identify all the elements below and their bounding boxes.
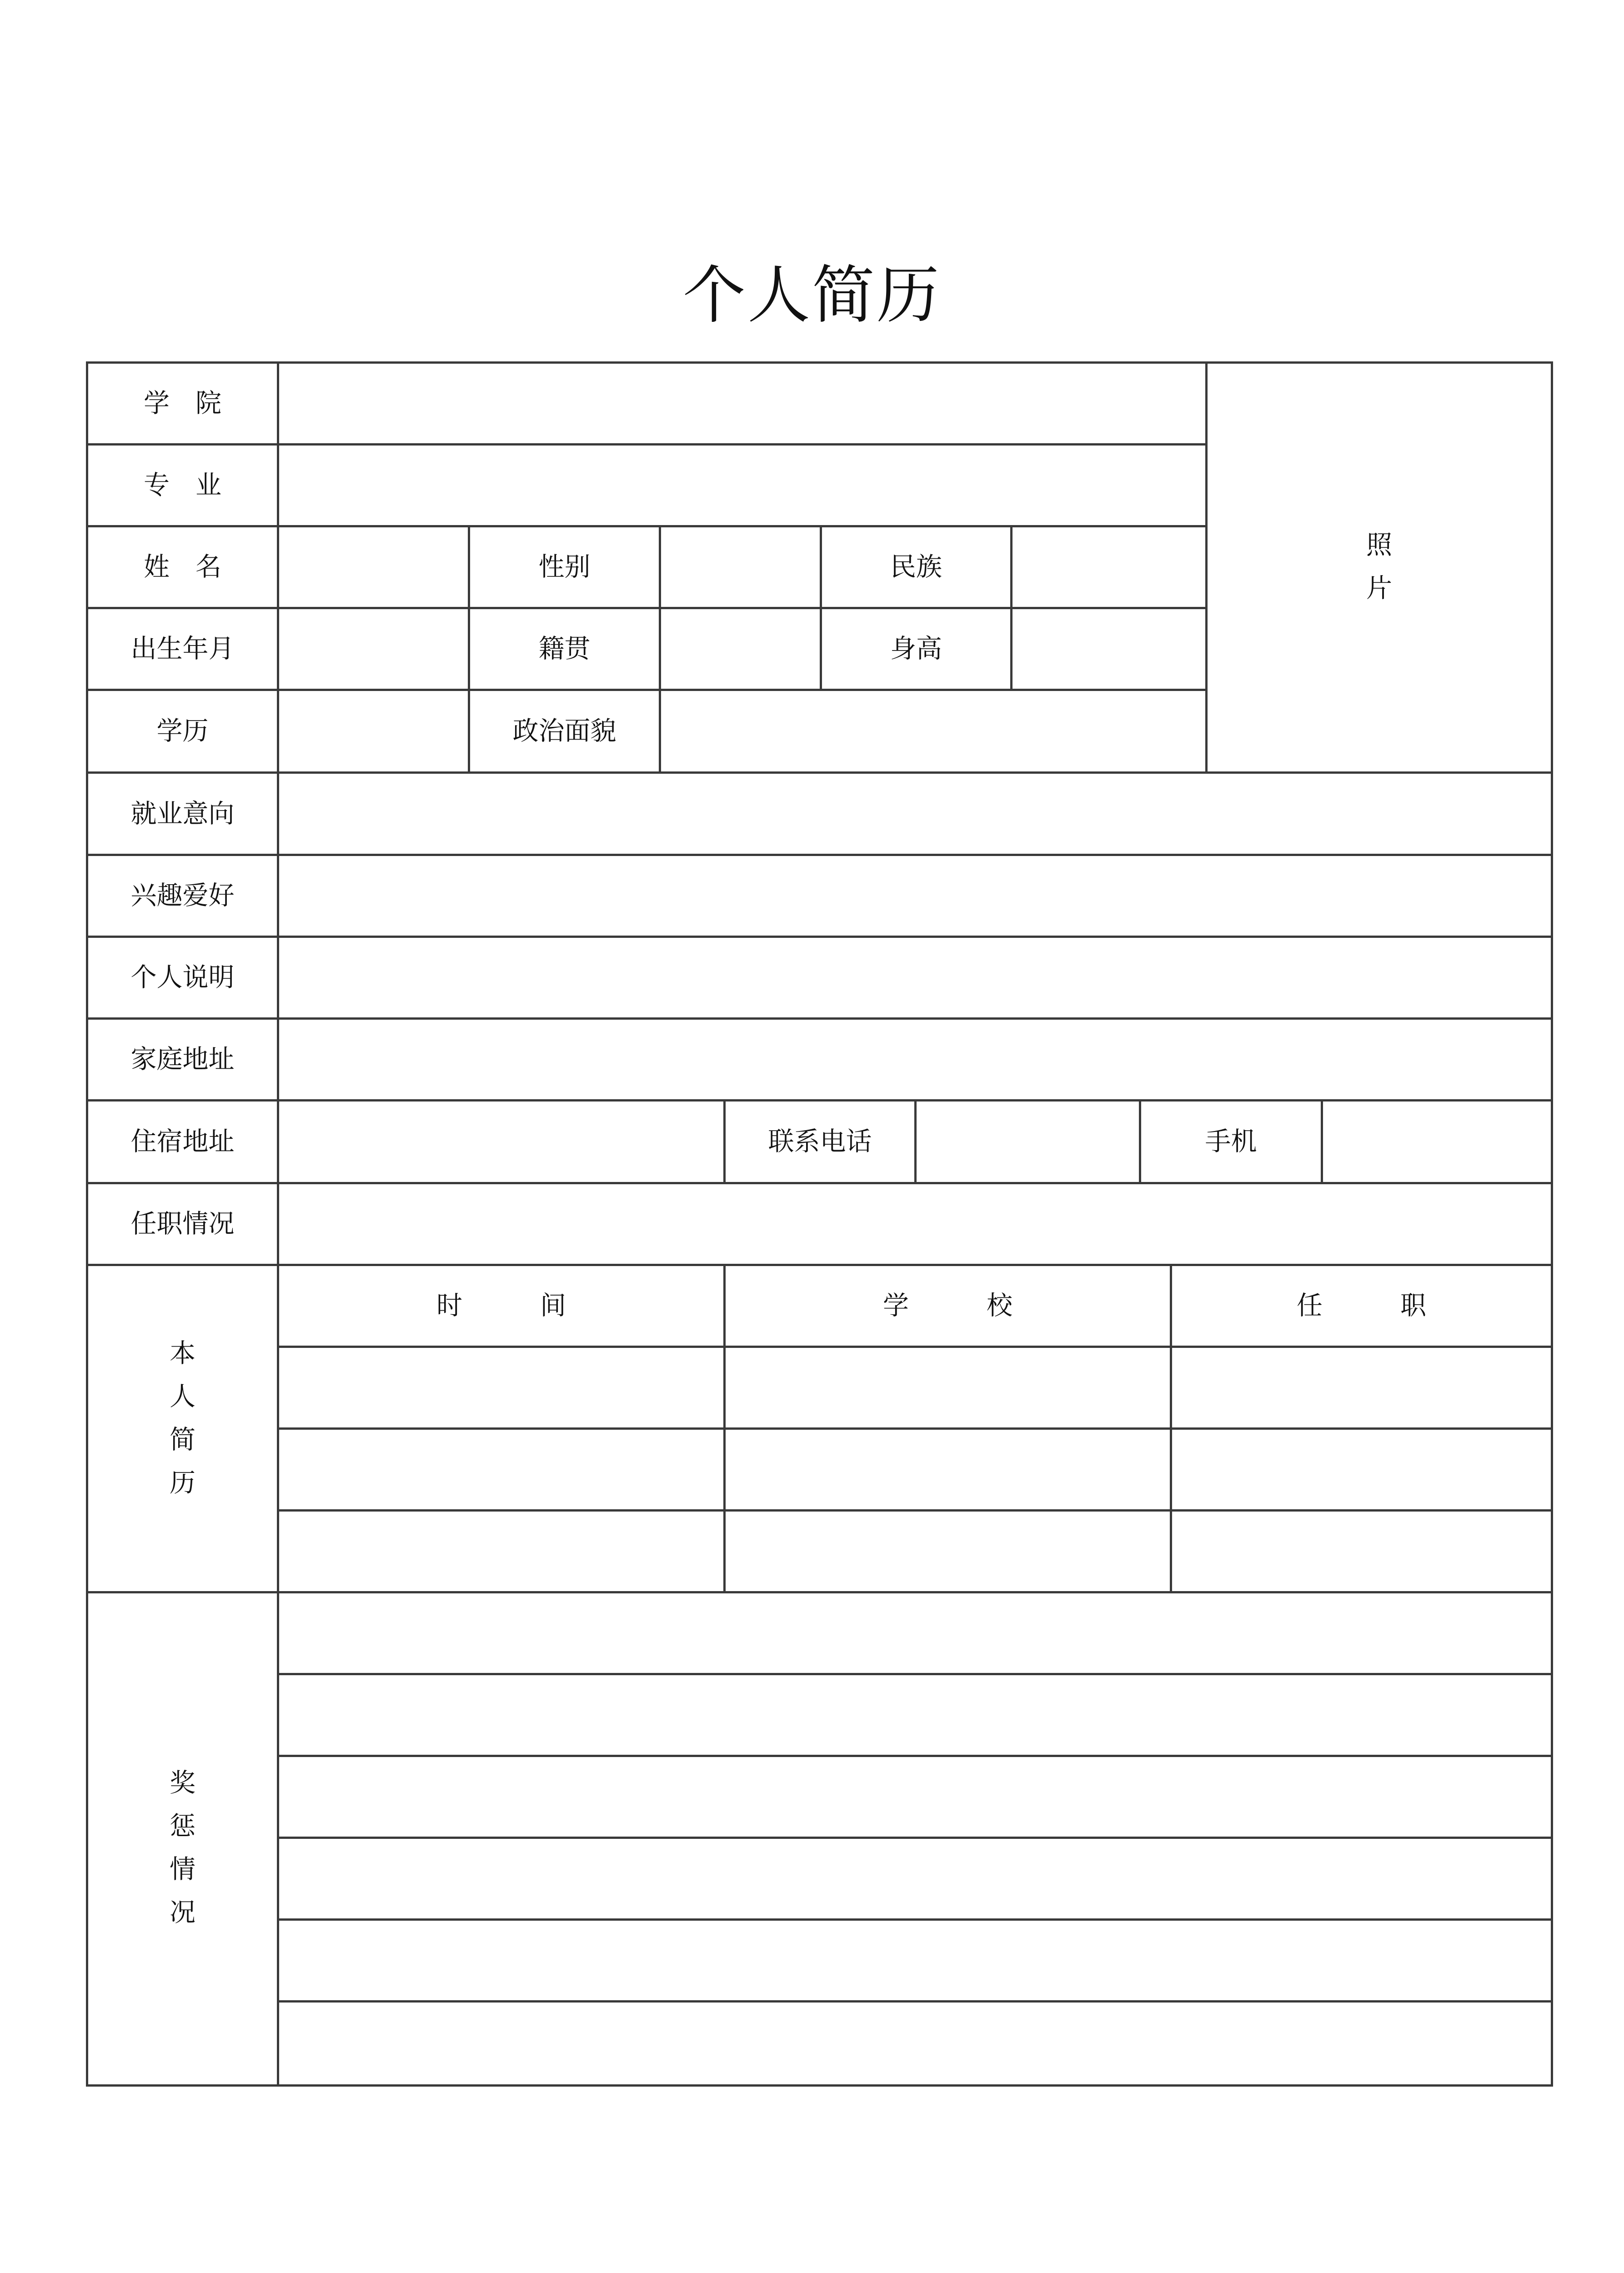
label-ethnicity: 民族 bbox=[890, 552, 942, 582]
row-divider bbox=[277, 1755, 1553, 1757]
section-label-char: 情 bbox=[170, 1854, 195, 1884]
section-label-char: 简 bbox=[170, 1425, 195, 1455]
row-divider bbox=[277, 1918, 1553, 1921]
field-home-address[interactable] bbox=[279, 1020, 1551, 1099]
resume-header-school: 学 校 bbox=[883, 1291, 1012, 1321]
section-label-char: 惩 bbox=[170, 1811, 195, 1841]
label-resume-section bbox=[88, 1266, 277, 1591]
field-contact-phone[interactable] bbox=[917, 1101, 1139, 1182]
row-divider bbox=[86, 1591, 1553, 1593]
field-job-intention[interactable] bbox=[279, 774, 1551, 854]
field-college[interactable] bbox=[279, 364, 1205, 443]
label-contact-phone: 联系电话 bbox=[768, 1126, 872, 1157]
label-height: 身高 bbox=[890, 634, 942, 664]
label-job-intention: 就业意向 bbox=[130, 798, 235, 829]
field-birth-date[interactable] bbox=[279, 609, 468, 689]
resume-header-time: 时 间 bbox=[436, 1291, 566, 1321]
label-personal-statement: 个人说明 bbox=[130, 962, 235, 992]
label-native-place: 籍贯 bbox=[538, 634, 591, 664]
resume-header-position: 任 职 bbox=[1297, 1291, 1426, 1321]
section-label-char: 历 bbox=[170, 1468, 195, 1498]
section-label-char: 本 bbox=[170, 1338, 195, 1368]
table-border-bottom bbox=[86, 2084, 1553, 2087]
row-divider bbox=[277, 1427, 1553, 1430]
label-awards-section bbox=[88, 1593, 277, 2084]
label-name: 姓 名 bbox=[144, 552, 221, 582]
field-personal-statement[interactable] bbox=[279, 938, 1551, 1017]
field-mobile[interactable] bbox=[1323, 1101, 1551, 1182]
label-mobile: 手机 bbox=[1205, 1126, 1257, 1157]
row-divider bbox=[277, 1509, 1553, 1512]
field-education[interactable] bbox=[279, 691, 468, 771]
field-height[interactable] bbox=[1012, 609, 1205, 689]
photo-label-char: 照 bbox=[1366, 530, 1392, 560]
field-ethnicity[interactable] bbox=[1012, 527, 1205, 607]
section-label-char: 况 bbox=[170, 1898, 195, 1928]
label-dorm-address: 住宿地址 bbox=[130, 1126, 235, 1157]
label-home-address: 家庭地址 bbox=[130, 1044, 235, 1074]
field-name[interactable] bbox=[279, 527, 468, 607]
row-divider bbox=[277, 2000, 1553, 2003]
label-positions: 任职情况 bbox=[130, 1209, 235, 1239]
field-political-status[interactable] bbox=[661, 691, 1205, 771]
document-title: 个人简历 bbox=[682, 259, 941, 332]
field-positions[interactable] bbox=[279, 1184, 1551, 1264]
field-native-place[interactable] bbox=[661, 609, 820, 689]
label-education: 学历 bbox=[156, 716, 209, 746]
label-birth-date: 出生年月 bbox=[130, 634, 235, 664]
section-label-char: 人 bbox=[170, 1382, 195, 1412]
photo-placeholder[interactable] bbox=[1208, 364, 1551, 771]
field-major[interactable] bbox=[279, 446, 1205, 525]
section-label-char: 奖 bbox=[170, 1768, 195, 1798]
photo-label-char: 片 bbox=[1366, 573, 1392, 603]
field-dorm-address[interactable] bbox=[279, 1101, 723, 1182]
label-political-status: 政治面貌 bbox=[512, 716, 617, 746]
field-gender[interactable] bbox=[661, 527, 820, 607]
row-divider bbox=[277, 1346, 1553, 1348]
row-divider bbox=[277, 1837, 1553, 1839]
field-hobbies[interactable] bbox=[279, 856, 1551, 936]
label-hobbies: 兴趣爱好 bbox=[130, 881, 235, 911]
table-border-right bbox=[1551, 361, 1553, 2087]
label-college: 学 院 bbox=[144, 388, 221, 418]
label-major: 专 业 bbox=[144, 470, 221, 500]
row-divider bbox=[277, 1673, 1553, 1675]
label-gender: 性别 bbox=[538, 552, 591, 582]
